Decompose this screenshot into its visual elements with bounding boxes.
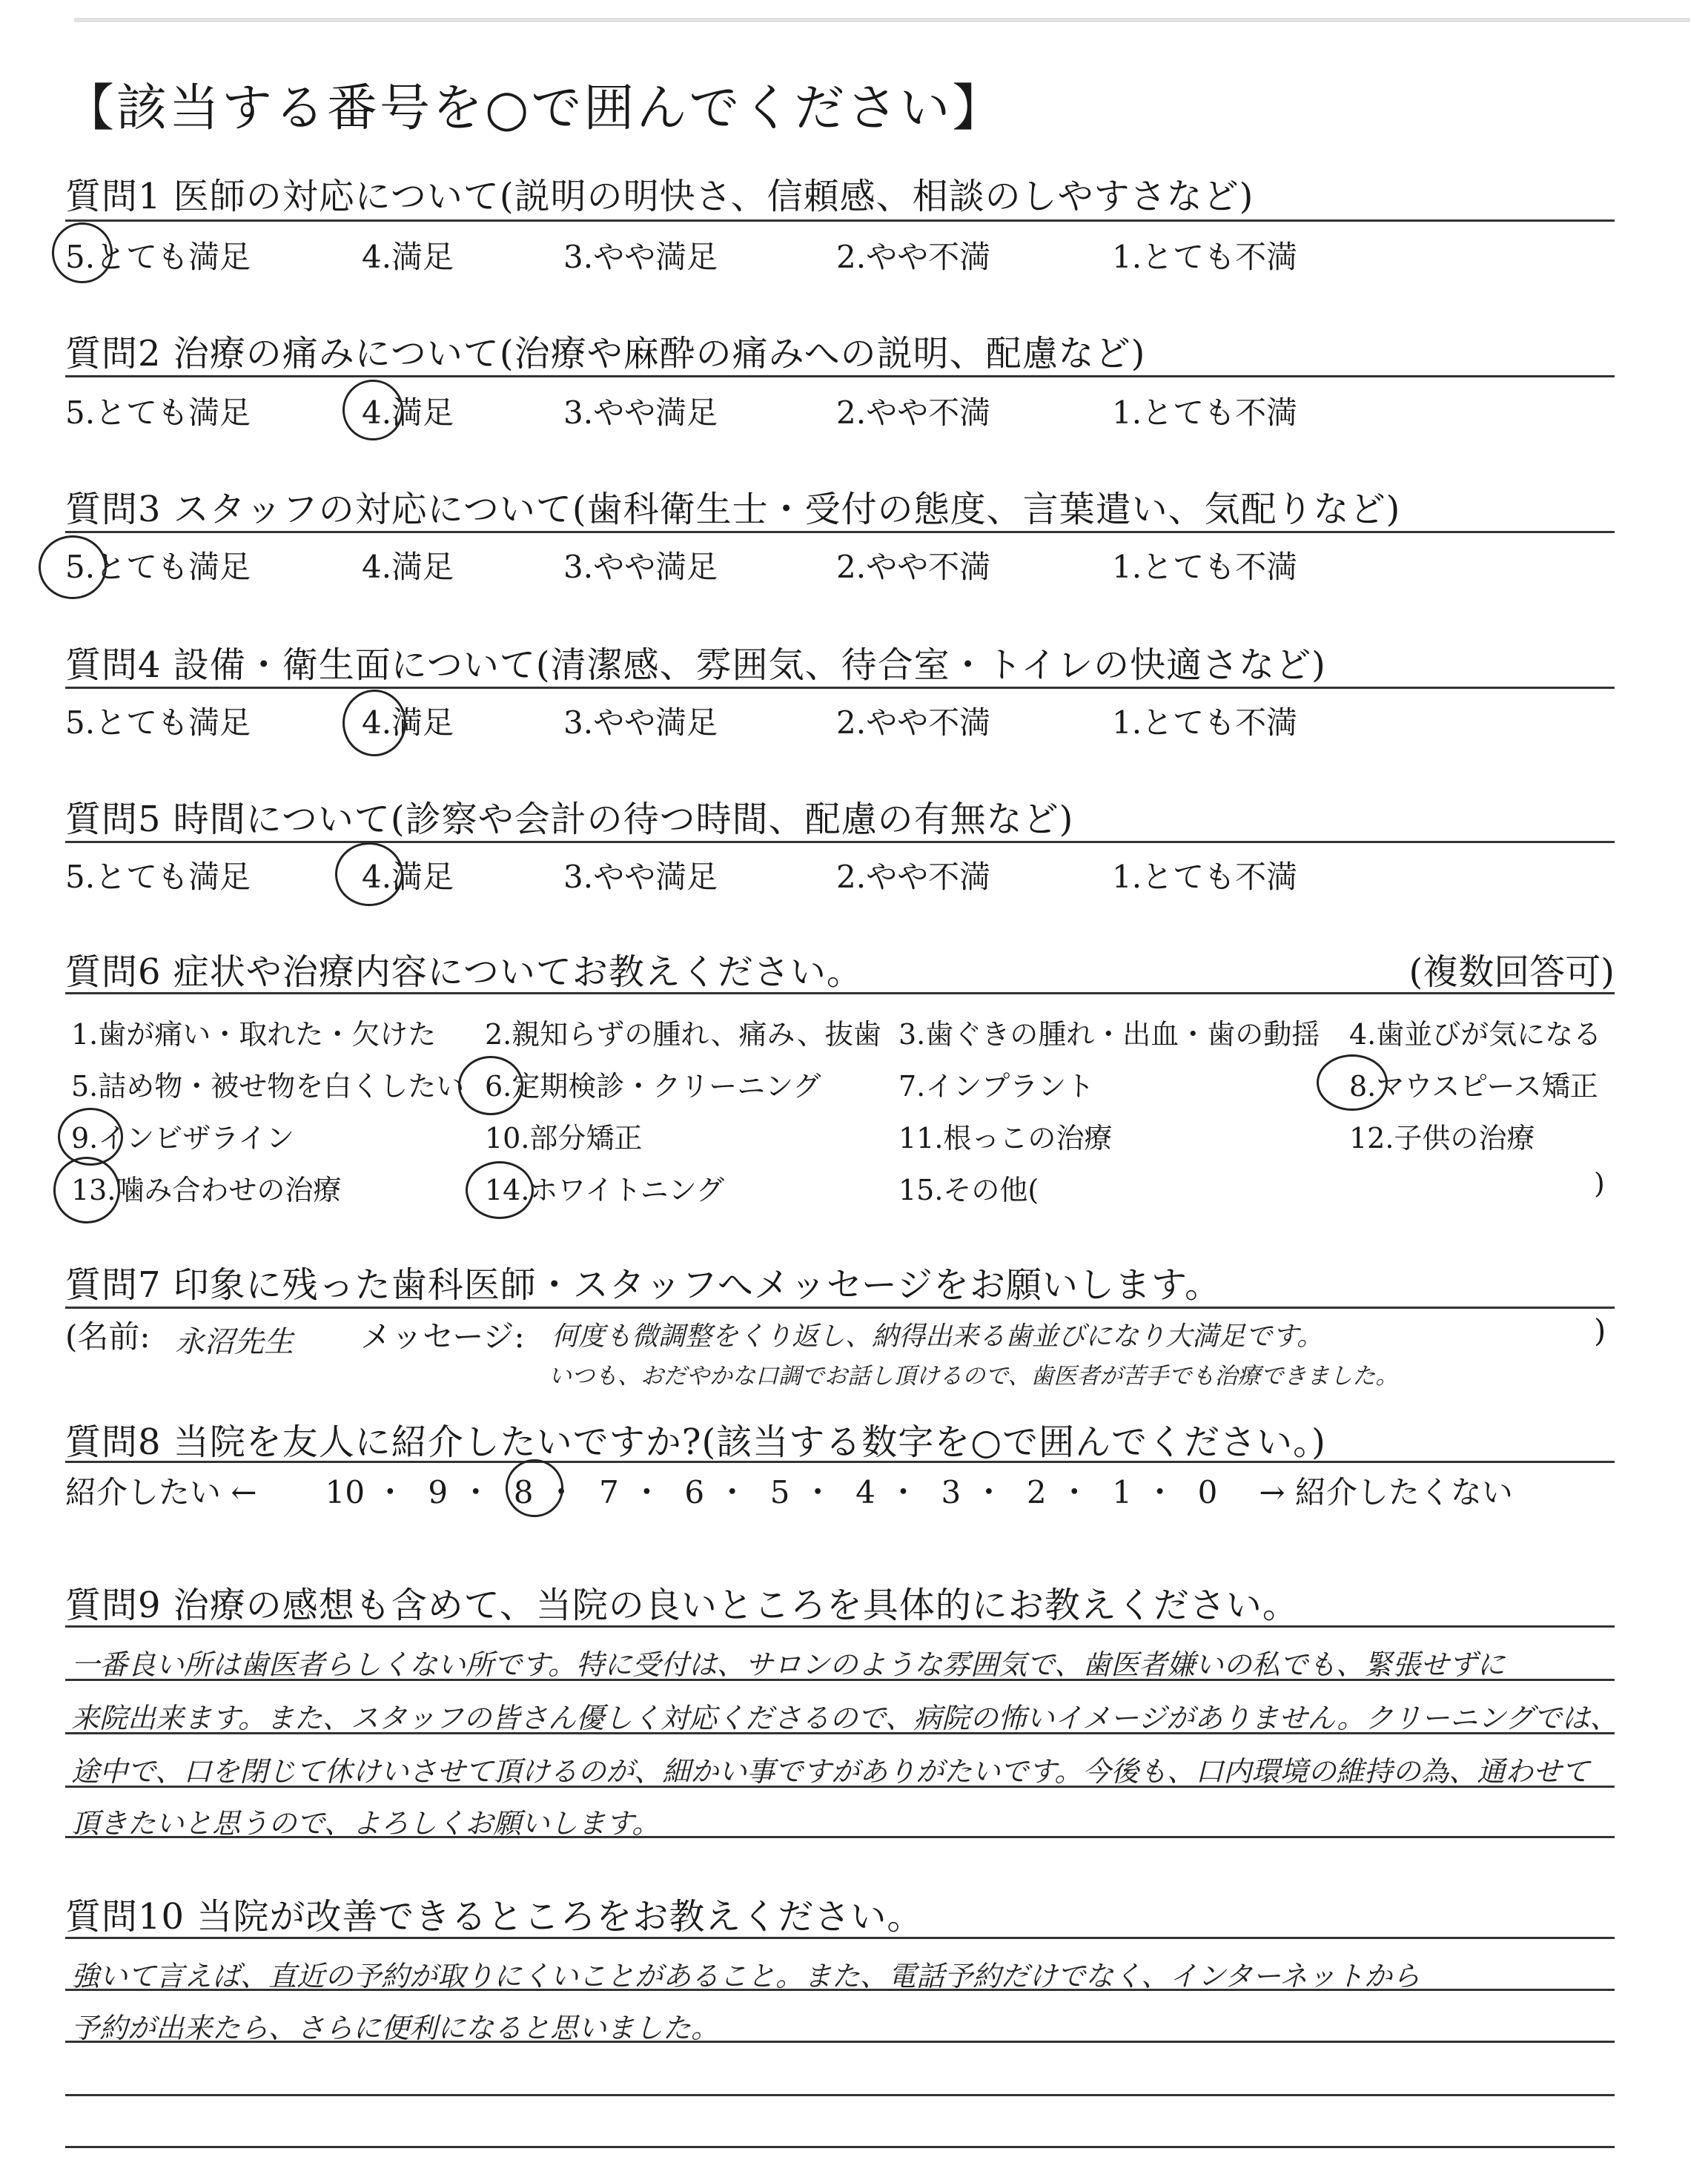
q4-option-3[interactable]: 3.やや満足 (563, 704, 718, 741)
q7-label: 質問7 印象に残った歯科医師・スタッフへメッセージをお願いします。 (65, 1264, 1222, 1306)
q8-scale-5[interactable]: 5 (769, 1474, 790, 1510)
q8-left-label: 紹介したい ← (65, 1474, 257, 1510)
q4-option-5[interactable]: 5.とても満足 (65, 704, 251, 741)
q6-choice-10[interactable]: 10.部分矯正 (485, 1122, 643, 1155)
q8-dot: ・ (374, 1474, 406, 1510)
q1-options (65, 233, 1325, 277)
q5-label: 質問5 時間について(診察や会計の待つ時間、配慮の有無など) (65, 799, 1074, 840)
q4-option-2[interactable]: 2.やや不満 (836, 704, 991, 741)
q6-choice-4[interactable]: 4.歯並びが気になる (1349, 1018, 1602, 1051)
q6-choice-9[interactable]: 9.インビザライン (71, 1122, 295, 1155)
q10-rule-5 (65, 2146, 1615, 2148)
top-border (74, 18, 1690, 22)
q4-answer-circle (342, 690, 406, 756)
q3-option-4[interactable]: 4.満足 (362, 549, 454, 585)
q10-rule-1 (65, 1937, 1615, 1939)
q8-scale-3[interactable]: 3 (941, 1474, 961, 1510)
q5-option-4[interactable]: 4.満足 (362, 859, 454, 895)
q1-option-3[interactable]: 3.やや満足 (563, 239, 718, 275)
q1-option-4[interactable]: 4.満足 (362, 239, 454, 275)
q6-answer-circle-14 (466, 1161, 534, 1219)
q7-message-line-1[interactable]: 何度も微調整をくり返し、納得出来る歯並びになり大満足です。 (552, 1321, 1324, 1352)
q8-scale (65, 1468, 1513, 1513)
q8-right-label: → 紹介したくない (1259, 1474, 1513, 1510)
q8-scale-6[interactable]: 6 (684, 1474, 705, 1510)
q9-answer-line-2[interactable]: 来院出来ます。また、スタッフの皆さん優しく対応くださるので、病院の怖いイメージがありません。クリーニングでは、 (71, 1702, 1618, 1734)
q2-option-1[interactable]: 1.とても不満 (1112, 394, 1298, 431)
q5-rule (65, 841, 1615, 843)
q3-label: 質問3 スタッフの対応について(歯科衛生士・受付の態度、言葉遣い、気配りなど) (65, 489, 1401, 530)
q8-scale-2[interactable]: 2 (1026, 1474, 1047, 1510)
q3-option-2[interactable]: 2.やや不満 (836, 549, 991, 585)
q6-multi-answer-note: (複数回答可) (1409, 951, 1615, 993)
q6-answer-circle-8 (1317, 1054, 1388, 1111)
q7-rule (65, 1307, 1615, 1309)
q3-answer-circle (39, 535, 107, 599)
q8-scale-0[interactable]: 0 (1197, 1474, 1218, 1510)
q9-answer-line-1[interactable]: 一番良い所は歯医者らしくない所です。特に受付は、サロンのような雰囲気で、歯医者嫌いの私でも、緊張せずに (71, 1648, 1506, 1681)
q6-choice-14[interactable]: 14.ホワイトニング (485, 1174, 725, 1206)
q3-options (65, 543, 1325, 587)
q6-rule (65, 992, 1615, 994)
q6-choice-6[interactable]: 6.定期検診・クリーニング (485, 1070, 821, 1103)
q2-answer-circle (342, 380, 403, 440)
q8-dot: ・ (802, 1474, 834, 1510)
q9-answer-line-4[interactable]: 頂きたいと思うので、よろしくお願いします。 (71, 1807, 661, 1840)
q4-label: 質問4 設備・衛生面について(清潔感、雰囲気、待合室・トイレの快適さなど) (65, 644, 1326, 686)
q3-option-5[interactable]: 5.とても満足 (65, 549, 251, 585)
q2-options (65, 389, 1325, 433)
q8-rule (65, 1461, 1615, 1463)
q3-rule (65, 531, 1615, 533)
q10-label: 質問10 当院が改善できるところをお教えください。 (65, 1896, 924, 1938)
q6-choice-3[interactable]: 3.歯ぐきの腫れ・出血・歯の動揺 (898, 1018, 1320, 1051)
q10-answer-line-2[interactable]: 予約が出来たら、さらに便利になると思いました。 (71, 2012, 720, 2044)
q6-choice-13[interactable]: 13.噛み合わせの治療 (71, 1174, 342, 1206)
q3-option-3[interactable]: 3.やや満足 (563, 549, 718, 585)
q10-rule-4 (65, 2094, 1615, 2096)
q6-choice-12[interactable]: 12.子供の治療 (1349, 1122, 1535, 1155)
q9-answer-line-3[interactable]: 途中で、口を閉じて休けいさせて頂けるのが、細かい事ですがありがたいです。今後も、口内環境の維持の為、通わせて (71, 1755, 1590, 1788)
q4-options (65, 698, 1325, 743)
q8-dot: ・ (716, 1474, 748, 1510)
q8-dot: ・ (1059, 1474, 1090, 1510)
q6-choice-11[interactable]: 11.根っこの治療 (898, 1122, 1113, 1155)
q5-option-3[interactable]: 3.やや満足 (563, 859, 718, 895)
q6-label: 質問6 症状や治療内容についてお教えください。 (65, 951, 863, 993)
q8-dot: ・ (460, 1474, 491, 1510)
q1-answer-circle (52, 222, 113, 283)
q1-label: 質問1 医師の対応について(説明の明快さ、信頼感、相談のしやすさなど) (65, 176, 1254, 217)
q8-scale-9[interactable]: 9 (428, 1474, 448, 1510)
q1-option-5[interactable]: 5.とても満足 (65, 239, 251, 275)
q2-label: 質問2 治療の痛みについて(治療や麻酔の痛みへの説明、配慮など) (65, 333, 1146, 374)
q5-option-2[interactable]: 2.やや不満 (836, 859, 991, 895)
q8-dot: ・ (887, 1474, 919, 1510)
q2-option-3[interactable]: 3.やや満足 (563, 394, 718, 431)
q8-scale-4[interactable]: 4 (855, 1474, 875, 1510)
q8-answer-circle (506, 1459, 563, 1517)
q8-label: 質問8 当院を友人に紹介したいですか?(該当する数字を○で囲んでください。) (65, 1421, 1326, 1463)
q7-name-label: (名前: (65, 1318, 150, 1355)
q8-dot: ・ (973, 1474, 1004, 1510)
q6-choice-1[interactable]: 1.歯が痛い・取れた・欠けた (71, 1018, 437, 1051)
q8-dot: ・ (546, 1474, 577, 1510)
q5-options (65, 853, 1325, 897)
q10-answer-line-1[interactable]: 強いて言えば、直近の予約が取りにくいことがあること。また、電話予約だけでなく、インターネットから (71, 1960, 1420, 1992)
q4-rule (65, 687, 1615, 689)
q8-scale-10[interactable]: 10 (325, 1474, 365, 1510)
q4-option-4[interactable]: 4.満足 (362, 704, 454, 741)
q6-choice-7[interactable]: 7.インプラント (898, 1070, 1095, 1103)
form-title: 【該当する番号を○で囲んでください】 (64, 79, 1005, 138)
q2-option-5[interactable]: 5.とても満足 (65, 394, 251, 431)
q6-choice-8[interactable]: 8.マウスピース矯正 (1349, 1070, 1598, 1103)
q8-scale-8[interactable]: 8 (513, 1474, 534, 1510)
q6-choice-2[interactable]: 2.親知らずの腫れ、痛み、抜歯 (485, 1018, 881, 1051)
q6-choice-5[interactable]: 5.詰め物・被せ物を白くしたい (71, 1070, 465, 1103)
q2-option-2[interactable]: 2.やや不満 (836, 394, 991, 431)
q5-option-5[interactable]: 5.とても満足 (65, 859, 251, 895)
q4-option-1[interactable]: 1.とても不満 (1112, 704, 1298, 741)
q9-label: 質問9 治療の感想も含めて、当院の良いところを具体的にお教えください。 (65, 1585, 1299, 1626)
q7-name-handwritten[interactable]: 永沼先生 (175, 1325, 294, 1359)
q8-scale-7[interactable]: 7 (599, 1474, 619, 1510)
q5-answer-circle (335, 842, 403, 906)
q6-answer-circle-6 (458, 1056, 523, 1115)
q5-option-1[interactable]: 1.とても不満 (1112, 859, 1298, 895)
q9-rule-1 (65, 1625, 1615, 1628)
q7-close-paren: ) (1594, 1312, 1606, 1349)
q6-choice-15-close: ) (1594, 1167, 1605, 1200)
q6-choice-15[interactable]: 15.その他( (898, 1174, 1039, 1206)
q1-option-1[interactable]: 1.とても不満 (1112, 239, 1298, 275)
q8-dot: ・ (631, 1474, 663, 1510)
q6-answer-circle-13 (53, 1157, 120, 1223)
q8-dot: ・ (1144, 1474, 1176, 1510)
q2-rule (65, 375, 1615, 377)
q3-option-1[interactable]: 1.とても不満 (1112, 549, 1298, 585)
q7-message-line-2[interactable]: いつも、おだやかな口調でお話し頂けるので、歯医者が苦手でも治療できました。 (549, 1363, 1399, 1390)
q1-rule (65, 219, 1615, 222)
q2-option-4[interactable]: 4.満足 (362, 394, 454, 431)
q8-scale-1[interactable]: 1 (1112, 1474, 1132, 1510)
q1-option-2[interactable]: 2.やや不満 (836, 239, 991, 275)
q7-message-label: メッセージ: (360, 1318, 525, 1355)
